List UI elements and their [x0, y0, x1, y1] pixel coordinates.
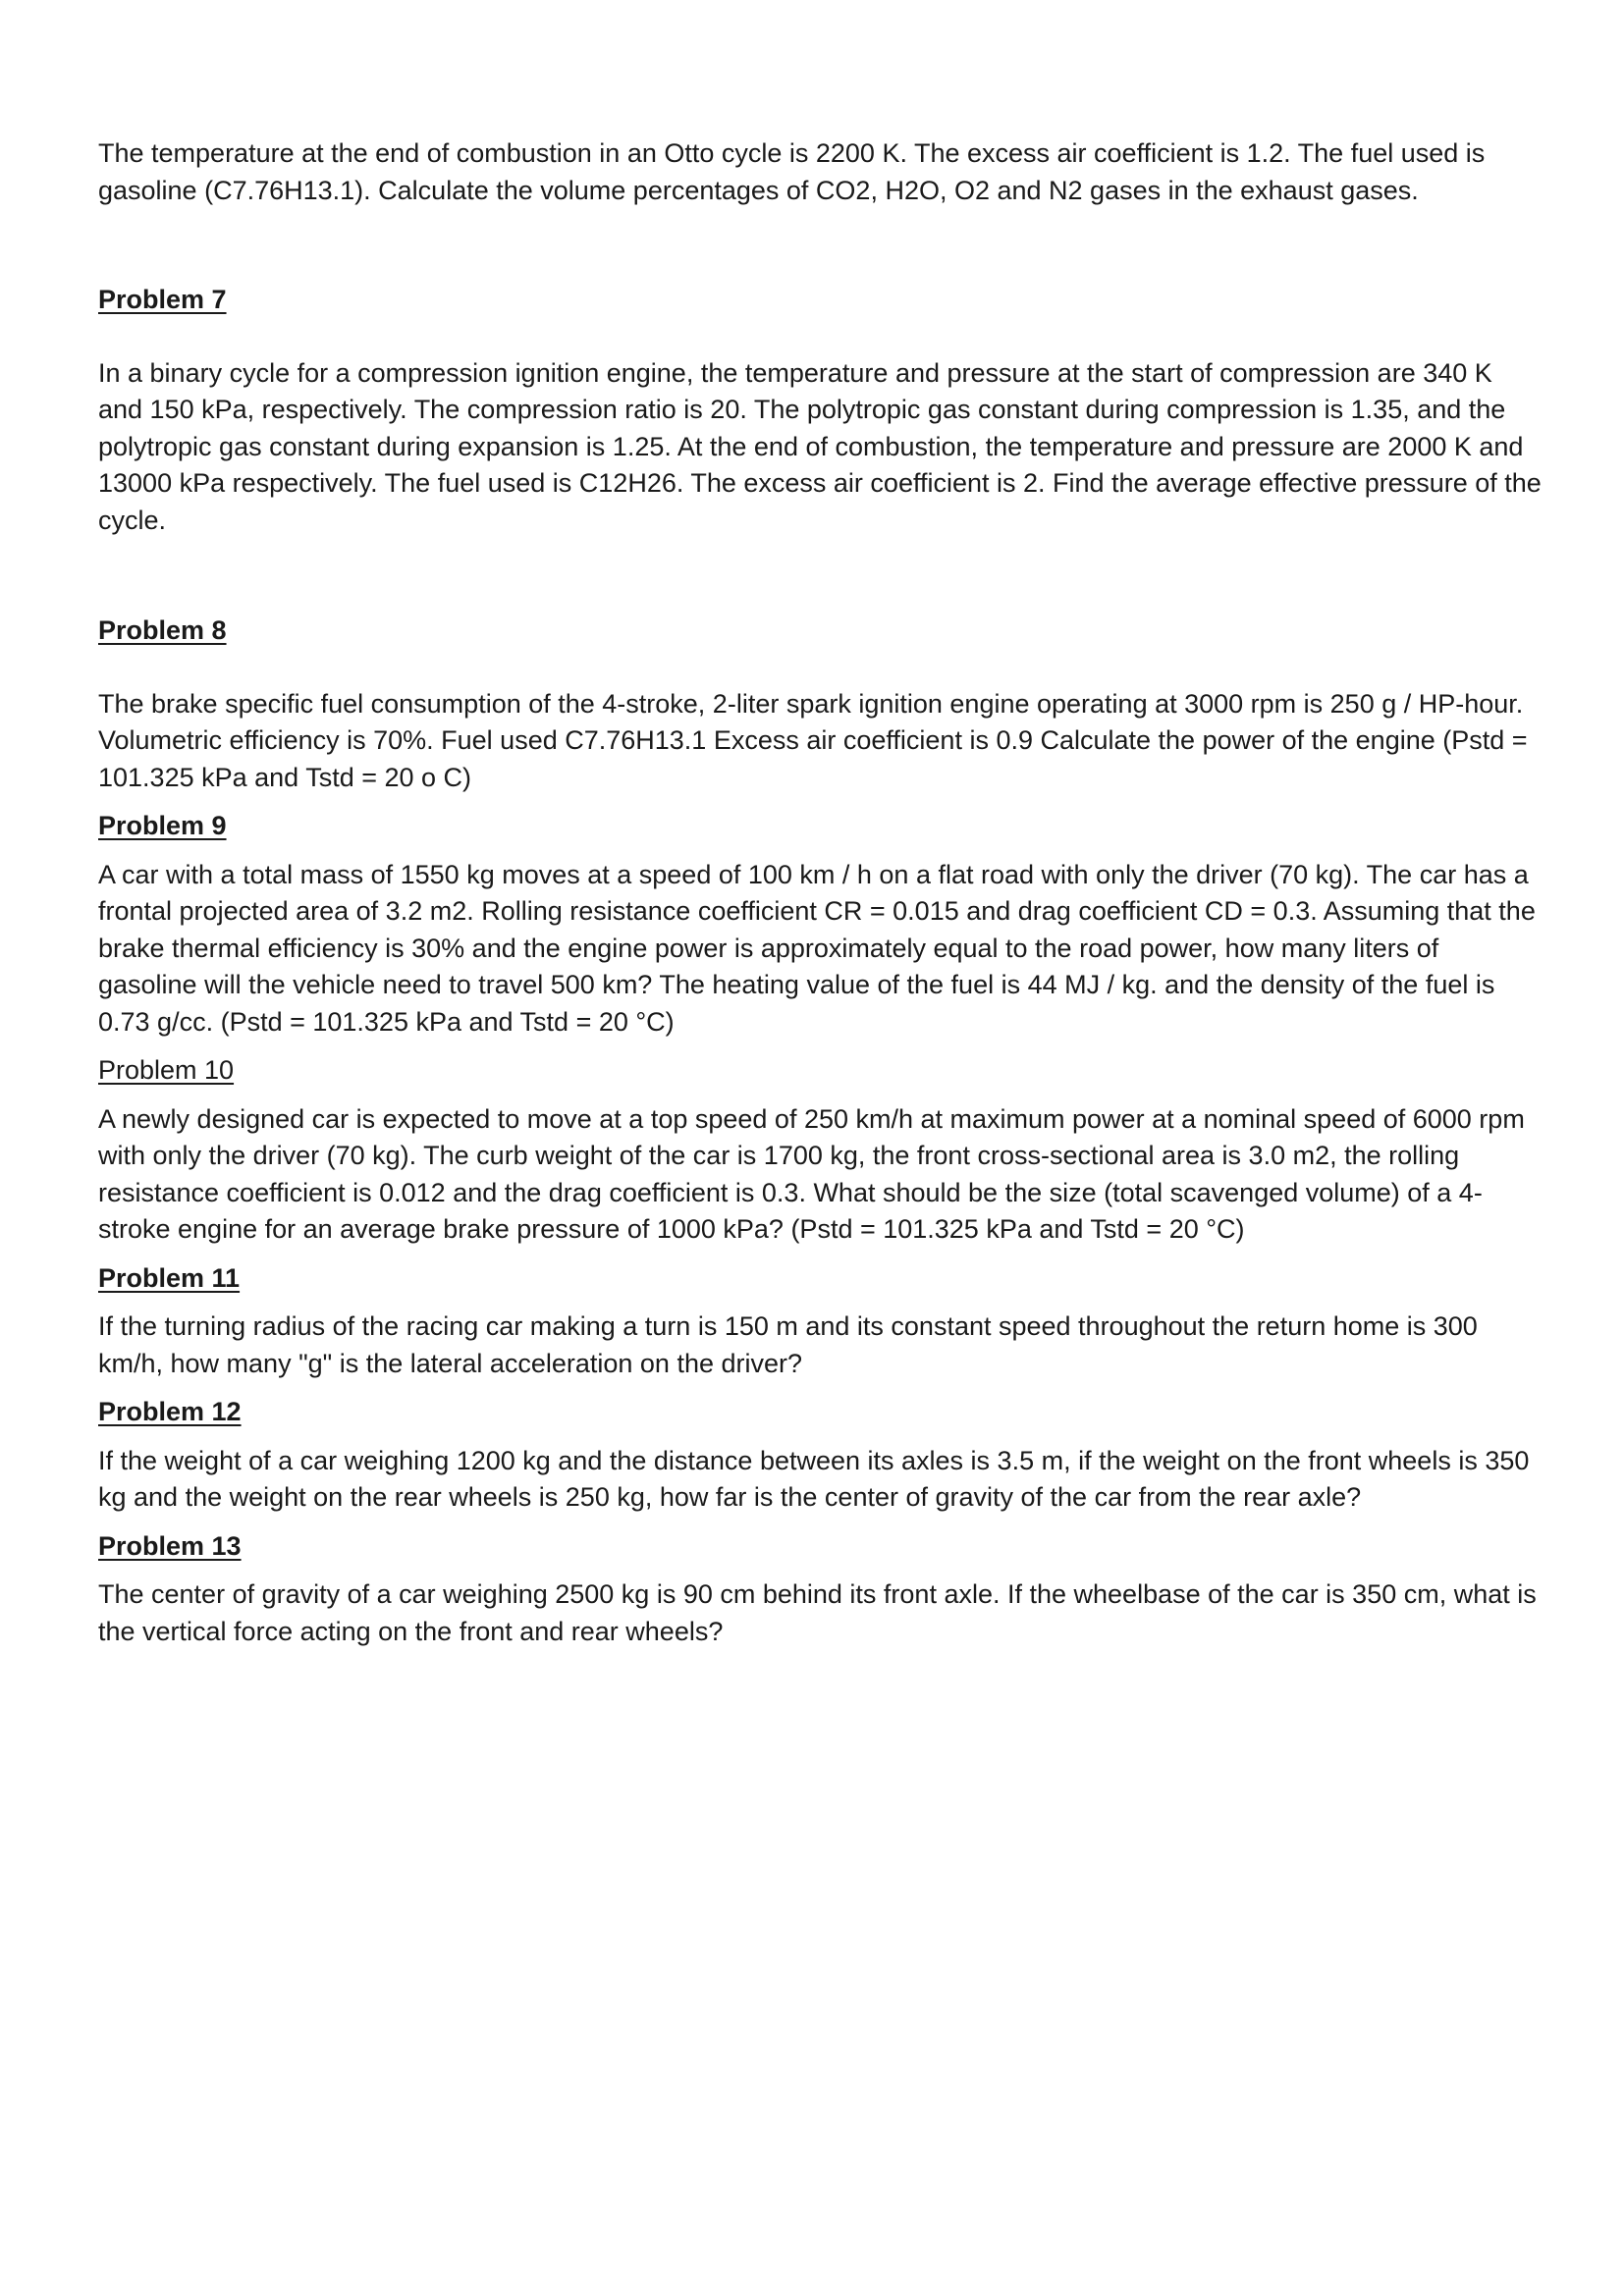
- document-page: [98, 135, 1542, 1650]
- problem-11-text: If the turning radius of the racing car making a turn is 150 m and its constant speed throughout the return home is 300 km/h, how many "g" is the lateral acceleration on the driver?: [98, 1311, 1478, 1378]
- problem-8-text: The brake specific fuel consumption of the 4-stroke, 2-liter spark ignition engine operating at 3000 rpm is 250 g / HP-hour. Volumetric efficiency is 70%. Fuel used C7.76H13.1 Excess air coefficient is 0.9 Calculate the power of the engine (Pstd = 101.325 kPa and Tstd = 20 o C): [98, 688, 1528, 792]
- problem-12-text: If the weight of a car weighing 1200 kg and the distance between its axles is 3.5 m, if the weight on the front wheels is 350 kg and the weight on the rear wheels is 250 kg, how far is the center of gravity of the car from the rear axle?: [98, 1445, 1530, 1512]
- problem-9-heading: Problem 9: [98, 811, 227, 840]
- problem-11-heading: Problem 11: [98, 1262, 241, 1293]
- problem-13-text: The center of gravity of a car weighing 2500 kg is 90 cm behind its front axle. If the wheelbase of the car is 350 cm, what is the vertical force acting on the front and rear wheels?: [98, 1579, 1537, 1646]
- intro-paragraph: The temperature at the end of combustion in an Otto cycle is 2200 K. The excess air coefficient is 1.2. The fuel used is gasoline (C7.76H13.1). Calculate the volume percentages of CO2, H2O, O2 and N2 gases in the exhaust gases.: [98, 138, 1486, 205]
- problem-9-text: A car with a total mass of 1550 kg moves at a speed of 100 km / h on a flat road with only the driver (70 kg). The car has a frontal projected area of 3.2 m2. Rolling resistance coefficient CR = 0.015 and drag coefficient CD = 0.3. Assuming that the brake thermal efficiency is 30% and the engine power is approximately equal to the road power, how many liters of gasoline will the vehicle need to travel 500 km? The heating value of the fuel is 44 MJ / kg. and the density of the fuel is 0.73 g/cc. (Pstd = 101.325 kPa and Tstd = 20 °C): [98, 859, 1536, 1037]
- problem-10-heading: Problem 10: [98, 1055, 235, 1085]
- problem-10-text: A newly designed car is expected to move at a top speed of 250 km/h at maximum power at a nominal speed of 6000 rpm with only the driver (70 kg). The curb weight of the car is 1700 kg, the front cross-sectional area is 3.0 m2, the rolling resistance coefficient is 0.012 and the drag coefficient is 0.3. What should be the size (total scavenged volume) of a 4-stroke engine for an average brake pressure of 1000 kPa? (Pstd = 101.325 kPa and Tstd = 20 °C): [98, 1103, 1525, 1244]
- problem-7-heading: Problem 7: [98, 285, 227, 314]
- problem-12-heading: Problem 12: [98, 1397, 242, 1426]
- problem-7-text: In a binary cycle for a compression ignition engine, the temperature and pressure at the start of compression are 340 K and 150 kPa, respectively. The compression ratio is 20. The polytropic gas constant during compression is 1.35, and the polytropic gas constant during expansion is 1.25. At the end of combustion, the temperature and pressure are 2000 K and 13000 kPa respectively. The fuel used is C12H26. The excess air coefficient is 2. Find the average effective pressure of the cycle.: [98, 357, 1542, 535]
- problem-8-heading: Problem 8: [98, 615, 227, 645]
- problem-13-heading: Problem 13: [98, 1530, 242, 1561]
